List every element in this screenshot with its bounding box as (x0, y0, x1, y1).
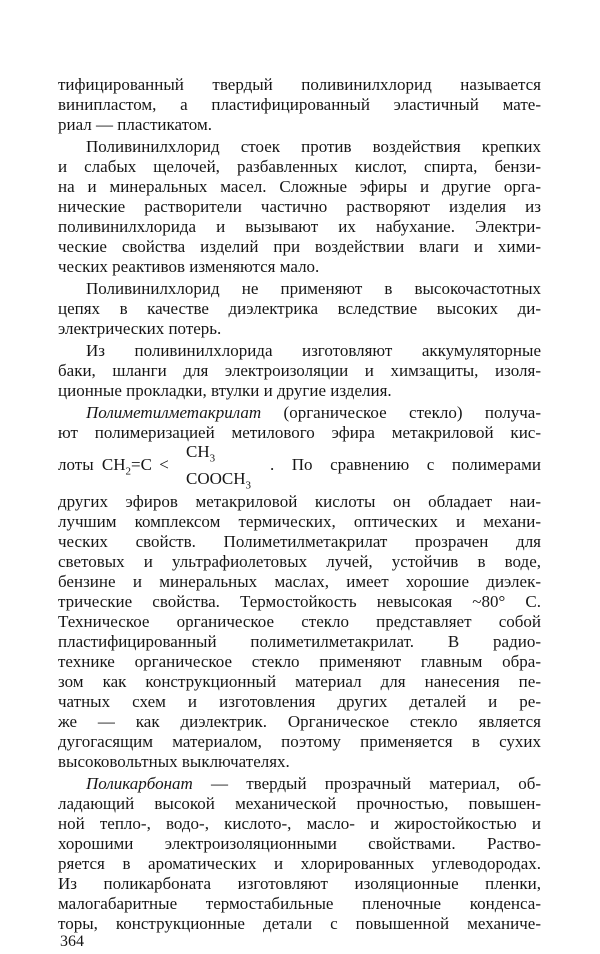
text-line: ряется в ароматических и хлорированных углеводородах. (58, 854, 541, 873)
text-line: риал — пластикатом. (58, 115, 212, 134)
text-span: (органическое стекло) получа- (261, 403, 541, 422)
text-line: ческих свойств. Полиметилметакрилат прозрачен для (58, 532, 541, 551)
text-line: трические свойства. Термостойкость невысокая ~80° С. (58, 592, 541, 611)
text-line: винипластом, а пластифицированный эластичный мате- (58, 95, 541, 114)
text-line: на и минеральных масел. Сложные эфиры и другие орга- (58, 177, 541, 196)
text-line: поливинилхлорида и вызывают их набухание. Электри- (58, 217, 541, 236)
text-line: пластифицированный полиметилметакрилат. В радио- (58, 632, 541, 651)
text-line: высоковольтных выключателях. (58, 752, 290, 771)
text-line: хорошими электроизоляционными свойствами. Раство- (58, 834, 541, 853)
formula-suffix: . По сравнению с полимерами (270, 455, 541, 474)
text-line: зом как конструкционный материал для нанесения пе- (58, 672, 541, 691)
text-line: ют полимеризацией метилового эфира метакриловой кис- (58, 423, 541, 442)
text-line: и слабых щелочей, разбавленных кислот, спирта, бензи- (58, 157, 541, 176)
text-line: ладающий высокой механической прочностью, повышен- (58, 794, 541, 813)
formula-main-line: лоты $CH_2=C$ < (58, 455, 169, 478)
text-line: Поливинилхлорид стоек против воздействия крепких (86, 137, 541, 156)
text-line: же — как диэлектрик. Органическое стекло является (58, 712, 541, 731)
term-polycarbonate: Поликарбонат (86, 774, 193, 793)
text-line: Из поликарбоната изготовляют изоляционные пленки, (58, 874, 541, 893)
text-line: ционные прокладки, втулки и другие изделия. (58, 381, 392, 400)
formula-top-group: $CH_3$ (186, 442, 216, 465)
text-line: технике органическое стекло применяют главным обра- (58, 652, 541, 671)
text-line: малогабаритные термостабильные пленочные конденса- (58, 894, 541, 913)
term-polymethylmethacrylate: Полиметилметакрилат (86, 403, 262, 422)
text-line: Поливинилхлорид не применяют в высокочастотных (86, 279, 541, 298)
text-line: электрических потерь. (58, 319, 222, 338)
text-line: чатных схем и изготовления других деталей и ре- (58, 692, 541, 711)
page-number: 364 (60, 933, 84, 950)
formula-bottom-group: $COOCH_3$ (186, 469, 252, 492)
text-line: бензине и минеральных маслах, имеет хорошие диэлек- (58, 572, 541, 591)
text-span: — твердый прозрачный материал, об- (192, 774, 541, 793)
text-line: световых и ультрафиолетовых лучей, устойчив в воде, (58, 552, 541, 571)
text-line (86, 403, 541, 423)
text-line: ной тепло-, водо-, кислото-, масло- и жиростойкостью и (58, 814, 541, 833)
text-line: торы, конструкционные детали с повышенной механиче- (58, 914, 541, 933)
text-line: ческие свойства изделий при воздействии влаги и хими- (58, 237, 541, 256)
text-line: Из поливинилхлорида изготовляют аккумуляторные (86, 341, 541, 360)
text-line: других эфиров метакриловой кислоты он обладает наи- (58, 492, 541, 511)
text-line: дугогасящим материалом, поэтому применяется в сухих (58, 732, 541, 751)
text-line: ческих реактивов изменяются мало. (58, 257, 320, 276)
text-line: нические растворители частично растворяют изделия из (58, 197, 541, 216)
text-line: тифицированный твердый поливинилхлорид называется (58, 75, 541, 94)
text-line (86, 774, 541, 794)
text-line: лучшим комплексом термических, оптических и механи- (58, 512, 541, 531)
text-line: цепях в качестве диэлектрика вследствие высоких ди- (58, 299, 541, 318)
text-line: баки, шланги для электроизоляции и химзащиты, изоля- (58, 361, 541, 380)
text-line: Техническое органическое стекло представляет собой (58, 612, 541, 631)
